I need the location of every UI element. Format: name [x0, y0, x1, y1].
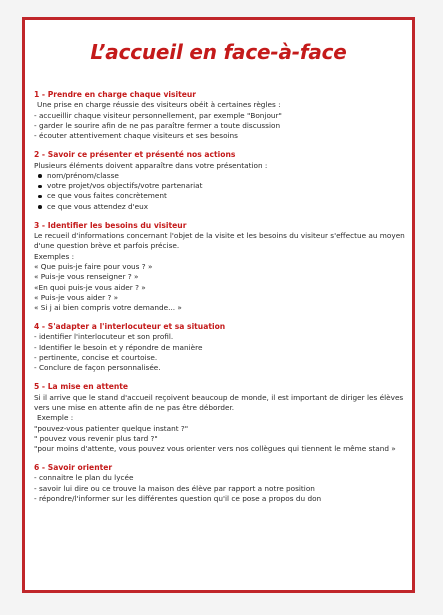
section-paragraph: Si il arrive que le stand d'accueil reçoivent beaucoup de monde, il est important de diriger les élèves vers une mise en attente afin de ne pas être déborder. [34, 392, 404, 412]
section-text: - Conclure de façon personnalisée. [34, 363, 161, 373]
list-item [47, 191, 406, 201]
section-text: « Que puis-je faire pour vous ? » [34, 261, 153, 271]
document-title: L’accueil en face-à-face [90, 40, 347, 64]
section-text: Exemples : [34, 251, 75, 261]
section-4 [34, 322, 406, 374]
section-text: " pouvez vous revenir plus tard ?" [34, 433, 158, 443]
section-text: « Si j ai bien compris votre demande... » [34, 303, 182, 313]
section-1 [34, 90, 406, 142]
section-heading: 6 - Savoir orienter [34, 463, 113, 473]
section-5 [34, 382, 406, 454]
section-text: - accueillir chaque visiteur personnellement, par exemple "Bonjour" [34, 110, 282, 120]
section-text: - savoir lui dire ou ce trouve la maison des élève par rapport a notre position [34, 483, 315, 493]
section-3 [34, 221, 406, 314]
list-item-text: nom/prénom/classe [47, 170, 119, 180]
section-paragraph: Le recueil d'informations concernant l'objet de la visite et les besoins du visiteur s'effectue au moyen d'une question brève et parfois précise. [34, 231, 405, 251]
document-body [34, 90, 406, 513]
section-text: - pertinente, concise et courtoise. [34, 353, 158, 363]
section-text: Exemple : [37, 413, 74, 423]
list-item-text: ce que vous attendez d'eux [47, 201, 149, 211]
section-text: «En quoi puis-je vous aider ? » [34, 282, 146, 292]
bullet-icon [38, 205, 42, 209]
section-text: - écouter attentivement chaque visiteurs et ses besoins [34, 131, 238, 141]
section-6 [34, 463, 406, 504]
section-text: - connaitre le plan du lycée [34, 473, 134, 483]
list-item-text: ce que vous faites concrètement [47, 191, 167, 201]
section-heading: 3 - Identifier les besoins du visiteur [34, 220, 187, 230]
section-text: - garder le sourire afin de ne pas paraître fermer a toute discussion [34, 121, 281, 130]
section-text: Une prise en charge réussie des visiteurs obéit à certaines règles : [37, 100, 281, 110]
section-heading: 4 - S'adapter a l'interlocuteur et sa situation [34, 322, 226, 332]
list-item [47, 181, 406, 191]
document-frame [22, 17, 415, 593]
section-heading: 2 - Savoir ce présenter et présenté nos actions [34, 150, 236, 160]
bullet-icon [38, 185, 42, 189]
list-item [47, 171, 406, 181]
section-heading: 1 - Prendre en charge chaque visiteur [34, 90, 197, 99]
bullet-icon [38, 195, 42, 199]
section-heading: 5 - La mise en attente [34, 382, 129, 392]
section-2 [34, 150, 406, 212]
section-text: « Puis-je vous aider ? » [34, 292, 119, 302]
section-text: "pouvez-vous patienter quelque instant ?" [34, 423, 189, 433]
section-paragraph: "pour moins d'attente, vous pouvez vous orienter vers nos collègues qui tiennent le même stand » [34, 444, 396, 454]
list-item-text: votre projet/vos objectifs/votre partenariat [47, 181, 203, 191]
section-text: « Puis-je vous renseigner ? » [34, 272, 139, 282]
bullet-list [34, 171, 406, 212]
section-text: - Identifier le besoin et y répondre de manière [34, 342, 203, 352]
bullet-icon [38, 174, 42, 178]
section-text: - identifier l'interlocuteur et son profil. [34, 332, 174, 342]
section-text: Plusieurs éléments doivent apparaître dans votre présentation : [34, 160, 268, 170]
section-text: - répondre/l'informer sur les différentes question qu'il ce pose a propos du don [34, 494, 322, 504]
list-item [47, 202, 406, 212]
